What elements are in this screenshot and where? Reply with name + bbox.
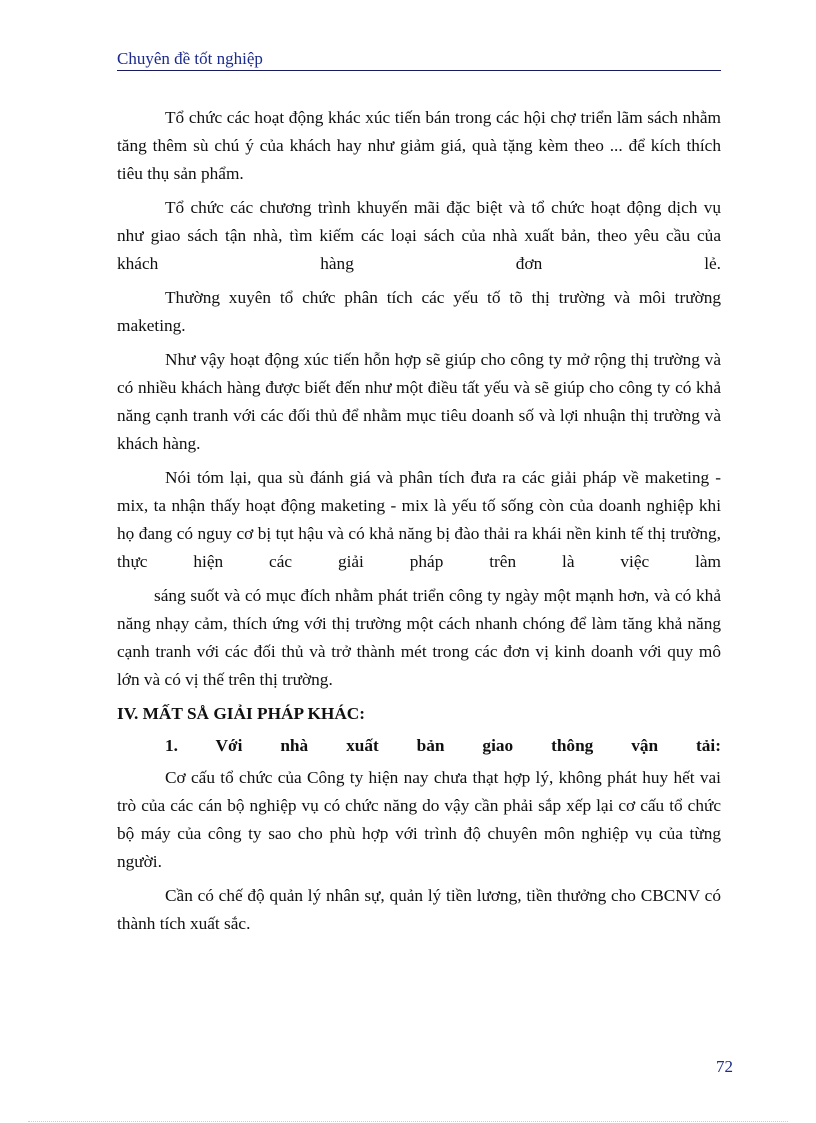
page-number: 72 xyxy=(716,1057,733,1076)
subsection-heading: 1. Với nhà xuất bản giao thông vận tải: xyxy=(165,736,721,755)
paragraph: sáng suốt và có mục đích nhằm phát triển công ty ngày một mạnh hơn, và có khả năng nhạy cảm, thích ứng với thị trường một cách nhanh chóng để làm tăng khả năng cạnh tranh với các đối thủ và trở thành mét trong các đơn vị kinh doanh với quy mô lớn và có vị thế trên thị trường. xyxy=(117,586,721,689)
paragraph: Nói tóm lại, qua sù đánh giá và phân tích đưa ra các giải pháp về maketing - mix, ta nhận thấy hoạt động maketing - mix là yếu tố sống còn của doanh nghiệp khi họ đang có nguy cơ bị tụt hậu và có khả năng bị đào thải ra khái nền kinh tế thị trường, thực hiện các giải pháp trên là việc làm xyxy=(117,468,721,571)
paragraph: Tổ chức các hoạt động khác xúc tiến bán trong các hội chợ triển lãm sách nhằm tăng thêm sù chú ý của khách hay như giảm giá, quà tặng kèm theo ... để kích thích tiêu thụ sản phẩm. xyxy=(117,108,721,183)
header-title: Chuyên đề tốt nghiệp xyxy=(117,49,263,68)
paragraph: Cần có chế độ quản lý nhân sự, quản lý tiền lương, tiền thưởng cho CBCNV có thành tích xuất sắc. xyxy=(117,886,721,933)
paragraph: Thường xuyên tổ chức phân tích các yếu tố tõ thị trường và môi trường maketing. xyxy=(117,288,721,335)
page-header xyxy=(117,49,721,71)
paragraph: Như vậy hoạt động xúc tiến hỗn hợp sẽ giúp cho công ty mở rộng thị trường và có nhiều khách hàng được biết đến như một điều tất yếu và sẽ giúp cho công ty có khả năng cạnh tranh với các đối thủ để nhằm mục tiêu doanh số và lợi nhuận thị trường và khách hàng. xyxy=(117,350,721,453)
page-border-divider xyxy=(28,1121,788,1122)
document-body xyxy=(117,104,721,944)
section-heading: IV. MẤT SÅ GIẢI PHÁP KHÁC: xyxy=(117,704,366,723)
paragraph: Cơ cấu tổ chức của Công ty hiện nay chưa thạt hợp lý, không phát huy hết vai trò của các cán bộ nghiệp vụ có chức năng do vậy cần phải sắp xếp lại cơ cấu tổ chức bộ máy của công ty sao cho phù hợp với trình độ chuyên môn nghiệp vụ của từng người. xyxy=(117,768,721,871)
paragraph: Tổ chức các chương trình khuyến mãi đặc biệt và tổ chức hoạt động dịch vụ như giao sách tận nhà, tìm kiếm các loại sách của nhà xuất bản, theo yêu cầu của khách hàng đơn lẻ. xyxy=(117,198,721,273)
